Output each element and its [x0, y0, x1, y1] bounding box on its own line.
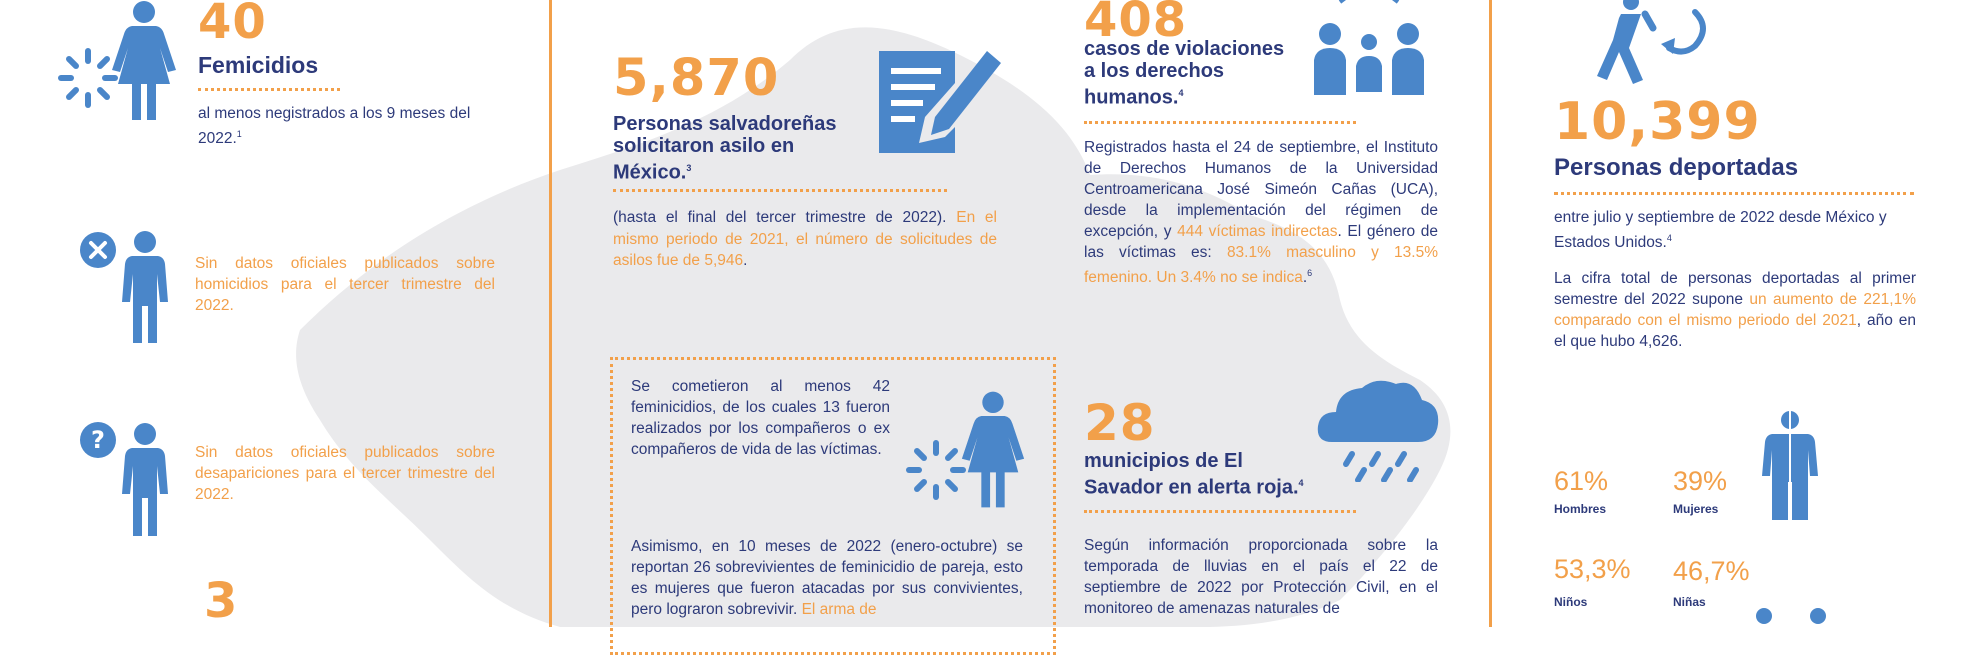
- document-pen-icon: [875, 33, 1003, 158]
- femicides-number: 40: [198, 0, 267, 50]
- feminicides-box-text2: Asimismo, en 10 meses de 2022 (enero-octubre) se reportan 26 sobrevivientes de feminicidio de pareja, esto es mujeres que fueron atacadas por sus convivientes, pero lograron sobrevivir. El arma de: [631, 538, 1023, 618]
- woman-icon: [958, 390, 1028, 510]
- violations-number: 408: [1084, 0, 1188, 48]
- violations-desc: Registrados hasta el 24 de septiembre, el Instituto de Derechos Humanos de la Universidad Centroamericana José Simeón Cañas (UCA), desde la implementación del régimen de excepción, y 444 víctimas indirectas. El género de las víctimas es: 83.1% masculino y 13.5% femenino. Un 3.4% no se indica.$^6$: [1084, 139, 1439, 287]
- stat-label-hombres: Hombres: [1554, 502, 1607, 516]
- femicides-title: Femicidios: [198, 52, 319, 78]
- stat-value-ninos: 53,3%: [1554, 554, 1631, 584]
- violations-divider: [1084, 121, 1356, 124]
- stat-value-hombres: 61%: [1554, 466, 1609, 496]
- deported-desc2: La cifra total de personas deportadas al primer semestre del 2022 supone un aumento de 221,1% comparado con el mismo periodo del 2021, año en el que hubo 4,626.: [1554, 270, 1916, 350]
- stat-label-ninas: Niñas: [1673, 595, 1706, 609]
- rain-divider: [1084, 510, 1356, 513]
- column-divider-left: [549, 0, 552, 627]
- deported-number: 10,399: [1554, 92, 1761, 152]
- rain-title: municipios de El Savador en alerta roja.$^4$: [1084, 450, 1304, 499]
- asylum-number: 5,870: [613, 49, 780, 108]
- svg-text:?: ?: [91, 426, 105, 454]
- burst-icon: [906, 440, 966, 500]
- femicides-divider: [198, 88, 340, 91]
- male-female-icon: [1758, 410, 1822, 522]
- rain-number: 28: [1084, 394, 1156, 452]
- stat-label-ninos: Niños: [1554, 595, 1588, 609]
- family-icon: [1300, 0, 1440, 100]
- stat-label-mujeres: Mujeres: [1673, 502, 1719, 516]
- bottom-number: 3: [204, 573, 239, 629]
- rain-cloud-icon: [1316, 376, 1442, 482]
- asylum-divider: [613, 189, 947, 192]
- deported-divider: [1554, 192, 1914, 195]
- homicides-text: Sin datos oficiales publicados sobre homicidios para el tercer trimestre del 2022.: [195, 255, 495, 314]
- disappearances-text: Sin datos oficiales publicados sobre desapariciones para el tercer trimestre del 2022.: [195, 444, 495, 503]
- person-x-icon: [78, 230, 178, 345]
- femicides-desc: al menos negistrados a los 9 meses del 2022.$^1$: [198, 105, 471, 148]
- woman-icon: [108, 0, 180, 122]
- deported-title: Personas deportadas: [1554, 154, 1799, 181]
- asylum-desc: (hasta el final del tercer trimestre de 2022). En el mismo periodo de 2021, el número de solicitudes de asilos fue de 5,946.: [613, 209, 997, 269]
- violations-title: casos de violaciones a los derechos humanos.$^4$: [1084, 38, 1285, 109]
- stat-value-mujeres: 39%: [1673, 466, 1728, 496]
- column-divider-right: [1489, 0, 1492, 627]
- children-icon: [1746, 604, 1846, 627]
- rain-desc: Según información proporcionada sobre la temporada de lluvias en el país el 22 de septiembre de 2022 por Protección Civil, en el monitoreo de amenazas naturales de: [1084, 537, 1438, 617]
- deported-desc: entre julio y septiembre de 2022 desde México y Estados Unidos.$^4$: [1554, 209, 1887, 252]
- asylum-title: Personas salvadoreñas solicitaron asilo en México.$^3$: [613, 113, 837, 184]
- walking-return-icon: [1583, 0, 1713, 88]
- stat-value-ninas: 46,7%: [1673, 556, 1750, 586]
- person-question-icon: [78, 420, 178, 538]
- feminicides-box-text1: Se cometieron al menos 42 feminicidios, de los cuales 13 fueron realizados por los compañeros o ex compañeros de vida de las víctimas.: [631, 378, 890, 458]
